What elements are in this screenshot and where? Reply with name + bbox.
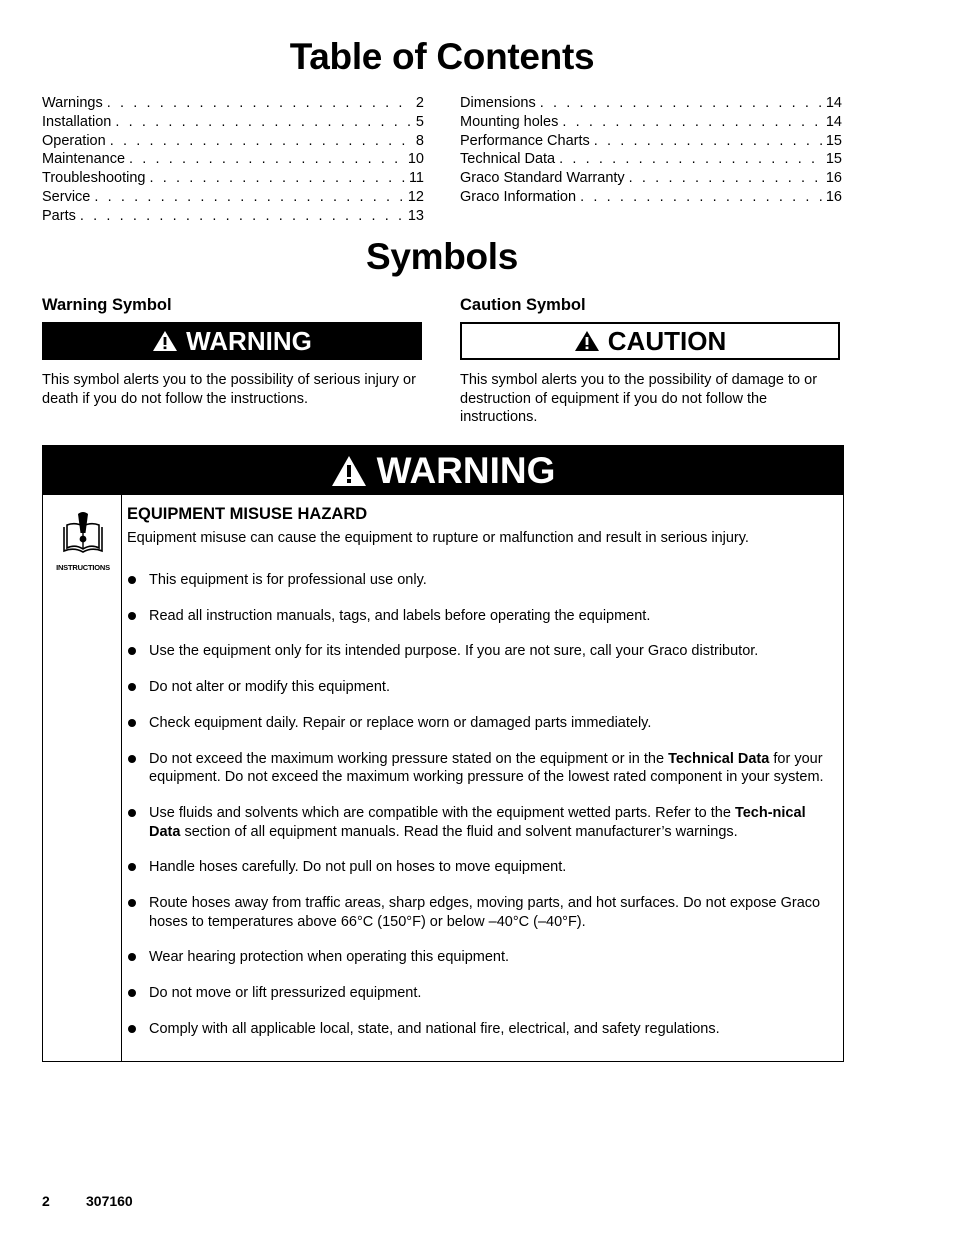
technical-data-reference: Technical Data: [668, 750, 770, 767]
toc-entry-page: 12: [407, 188, 424, 205]
toc-left-column: [42, 95, 424, 227]
toc-entry-page: 8: [415, 132, 424, 149]
toc-leader: [80, 208, 404, 224]
warning-symbol-label: WARNING: [186, 325, 312, 356]
page-number: 2: [42, 1193, 50, 1209]
symbols-title: Symbols: [365, 236, 519, 277]
hazard-bullet: This equipment is for professional use only.: [127, 571, 833, 590]
toc-entry-title: Graco Standard Warranty: [460, 170, 625, 187]
toc-entry[interactable]: [460, 114, 842, 133]
hazard-bullet: [127, 750, 833, 787]
warning-triangle-icon: [152, 330, 178, 352]
toc-leader: [115, 114, 412, 130]
toc-entry-page: 15: [825, 151, 842, 168]
toc-entry-title: Technical Data: [460, 151, 556, 168]
toc-title: Table of Contents: [289, 36, 595, 77]
hazard-icon-column: [43, 495, 122, 1061]
caution-symbol-section: [460, 296, 840, 427]
toc-leader: [540, 95, 822, 111]
warning-symbol-description: This symbol alerts you to the possibility of serious injury or death if you do not follow the instructions.: [42, 372, 416, 407]
toc-leader: [94, 189, 404, 205]
toc-leader: [149, 170, 404, 186]
caution-symbol-bar: [460, 322, 840, 360]
toc-entry-page: 11: [408, 170, 424, 187]
bullet-text: Use fluids and solvents which are compatible with the equipment wetted parts. Refer to the: [149, 804, 735, 821]
warning-symbol-heading: Warning Symbol: [42, 296, 172, 314]
toc-entry[interactable]: [460, 133, 842, 152]
toc-entry-title: Operation: [42, 132, 106, 149]
toc-leader: [629, 170, 822, 186]
hazard-bullet: Use the equipment only for its intended purpose. If you are not sure, call your Graco distributor.: [127, 642, 833, 661]
toc-leader: [107, 95, 412, 111]
toc-entry-title: Parts: [42, 207, 76, 224]
hazard-bullet: Wear hearing protection when operating this equipment.: [127, 948, 833, 967]
document-number: 307160: [86, 1193, 133, 1209]
hazard-bullet: Check equipment daily. Repair or replace worn or damaged parts immediately.: [127, 714, 833, 733]
equipment-misuse-warning-box: [42, 445, 844, 1062]
toc-entry-title: Mounting holes: [460, 113, 559, 130]
bullet-text: section of all equipment manuals. Read the fluid and solvent manufacturer’s warnings.: [180, 823, 738, 840]
toc-right-column: [460, 95, 842, 208]
toc-entry[interactable]: [460, 170, 842, 189]
toc-entry-title: Warnings: [42, 95, 103, 111]
hazard-bullet: Read all instruction manuals, tags, and labels before operating the equipment.: [127, 607, 833, 626]
technical-data-reference: Tech-nical Data: [149, 804, 806, 840]
warning-symbol-section: [42, 296, 422, 408]
toc-entry-page: 10: [407, 151, 424, 168]
toc-entry-page: 14: [825, 113, 842, 130]
hazard-title: EQUIPMENT MISUSE HAZARD: [127, 505, 368, 523]
toc-entry[interactable]: [42, 133, 424, 152]
toc-entry-title: Performance Charts: [460, 132, 590, 149]
toc-entry[interactable]: [42, 95, 424, 114]
hazard-bullet: Do not alter or modify this equipment.: [127, 678, 833, 697]
hazard-bullet: Route hoses away from traffic areas, sharp edges, moving parts, and hot surfaces. Do not expose Graco hoses to temperatures above 66°C (150°F) or below –40°C (–40°F).: [127, 894, 833, 931]
toc-entry-title: Service: [42, 188, 91, 205]
toc-entry[interactable]: [460, 95, 842, 114]
toc-entry[interactable]: [42, 170, 424, 189]
toc-entry[interactable]: [42, 208, 424, 227]
instructions-icon-label: INSTRUCTIONS: [56, 563, 110, 572]
toc-entry-title: Maintenance: [42, 151, 126, 168]
caution-triangle-icon: [574, 330, 600, 352]
toc-entry[interactable]: [460, 151, 842, 170]
toc-entry[interactable]: [42, 189, 424, 208]
toc-leader: [594, 133, 822, 149]
caution-symbol-heading: Caution Symbol: [460, 296, 586, 314]
warning-banner-label: WARNING: [376, 449, 556, 491]
toc-entry-page: 2: [415, 95, 424, 111]
bullet-text: for your equipment. Do not exceed the maximum working pressure of the lowest rated component in your system.: [149, 750, 824, 786]
toc-leader: [562, 114, 822, 130]
toc-entry-title: Installation: [42, 113, 112, 130]
hazard-bullet: Comply with all applicable local, state, and national fire, electrical, and safety regulations.: [127, 1020, 833, 1039]
hazard-bullet: Handle hoses carefully. Do not pull on hoses to move equipment.: [127, 858, 833, 877]
toc-entry-page: 16: [825, 170, 842, 187]
toc-leader: [559, 151, 822, 167]
toc-leader: [110, 133, 412, 149]
toc-entry-title: Dimensions: [460, 95, 536, 111]
page-footer: [42, 1193, 133, 1209]
caution-symbol-description: This symbol alerts you to the possibility of damage to or destruction of equipment if you do not follow the instructions.: [460, 372, 818, 426]
caution-symbol-label: CAUTION: [607, 325, 727, 356]
instructions-manual-icon: [49, 511, 117, 572]
hazard-intro: Equipment misuse can cause the equipment to rupture or malfunction and result in serious injury.: [127, 530, 749, 546]
toc-entry-title: Graco Information: [460, 188, 577, 205]
toc-entry-title: Troubleshooting: [42, 170, 146, 187]
toc-entry-page: 13: [407, 207, 424, 224]
hazard-bullet: Do not move or lift pressurized equipment.: [127, 984, 833, 1003]
warning-banner: [43, 446, 843, 495]
toc-entry[interactable]: [42, 114, 424, 133]
toc-leader: [580, 189, 822, 205]
toc-entry-page: 16: [825, 188, 842, 205]
hazard-bullet: [127, 804, 833, 841]
toc-leader: [129, 151, 404, 167]
hazard-content: [127, 505, 833, 1039]
toc-entry-page: 14: [825, 95, 842, 111]
toc-entry[interactable]: [42, 151, 424, 170]
toc-entry[interactable]: [460, 189, 842, 208]
toc-entry-page: 5: [415, 113, 424, 130]
bullet-text: Do not exceed the maximum working pressure stated on the equipment or in the: [149, 750, 669, 767]
warning-symbol-bar: [42, 322, 422, 360]
toc-entry-page: 15: [825, 132, 842, 149]
warning-triangle-icon: [331, 455, 367, 487]
